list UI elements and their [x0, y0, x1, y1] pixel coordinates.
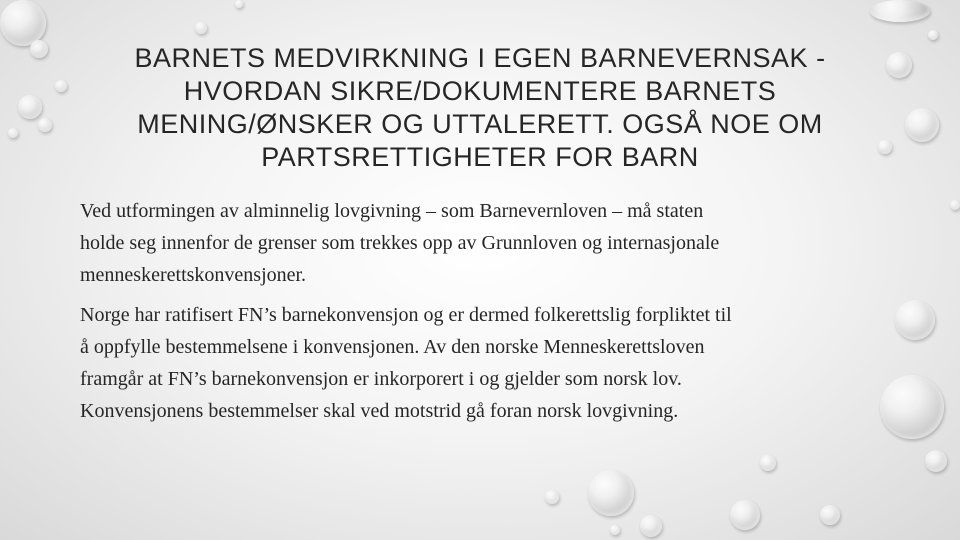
water-drop-decoration: [235, 0, 243, 8]
water-drop-decoration: [928, 30, 938, 40]
water-drop-decoration: [195, 22, 207, 34]
water-drop-decoration: [950, 200, 960, 210]
body-line: Ved utformingen av alminnelig lovgivning – som Barnevernloven – må staten: [80, 200, 704, 222]
title-line: HVORDAN SIKRE/DOKUMENTERE BARNETS: [183, 76, 777, 106]
title-line: PARTSRETTIGHETER FOR BARN: [261, 142, 699, 172]
water-drop-decoration: [925, 450, 947, 472]
body-line: menneskerettskonvensjoner.: [80, 264, 307, 286]
water-drop-decoration: [55, 80, 67, 92]
water-drop-decoration: [38, 118, 52, 132]
body-line: holde seg innenfor de grenser som trekkes opp av Grunnloven og internasjonale: [80, 232, 720, 254]
water-drop-decoration: [588, 470, 634, 516]
body-line: Konvensjonens bestemmelser skal ved motstrid gå foran norsk lovgivning.: [80, 400, 679, 422]
water-drop-decoration: [820, 505, 840, 525]
water-drop-decoration: [760, 455, 776, 471]
body-line: å oppfylle bestemmelsene i konvensjonen. Av den norske Menneskerettsloven: [80, 336, 705, 358]
body-paragraph: [80, 195, 870, 291]
water-drop-decoration: [30, 40, 48, 58]
body-line: Norge har ratifisert FN’s barnekonvensjon og er dermed folkerettslig forpliktet til: [80, 304, 732, 326]
body-line: framgår at FN’s barnekonvensjon er inkorporert i og gjelder som norsk lov.: [80, 368, 682, 390]
water-drop-decoration: [870, 0, 930, 22]
body-paragraph: [80, 299, 870, 427]
water-drop-decoration: [895, 300, 935, 340]
title-line: MENING/ØNSKER OG UTTALERETT. OGSÅ NOE OM: [137, 109, 823, 139]
water-drop-decoration: [18, 95, 42, 119]
slide-body: [80, 195, 870, 435]
water-drop-decoration: [545, 490, 559, 504]
water-drop-decoration: [640, 515, 662, 537]
water-drop-decoration: [905, 108, 939, 142]
water-drop-decoration: [610, 525, 620, 535]
water-drop-decoration: [8, 128, 18, 138]
slide-title: [70, 42, 890, 174]
title-line: BARNETS MEDVIRKNING I EGEN BARNEVERNSAK -: [134, 43, 826, 73]
water-drop-decoration: [730, 500, 760, 530]
water-drop-decoration: [880, 375, 944, 439]
